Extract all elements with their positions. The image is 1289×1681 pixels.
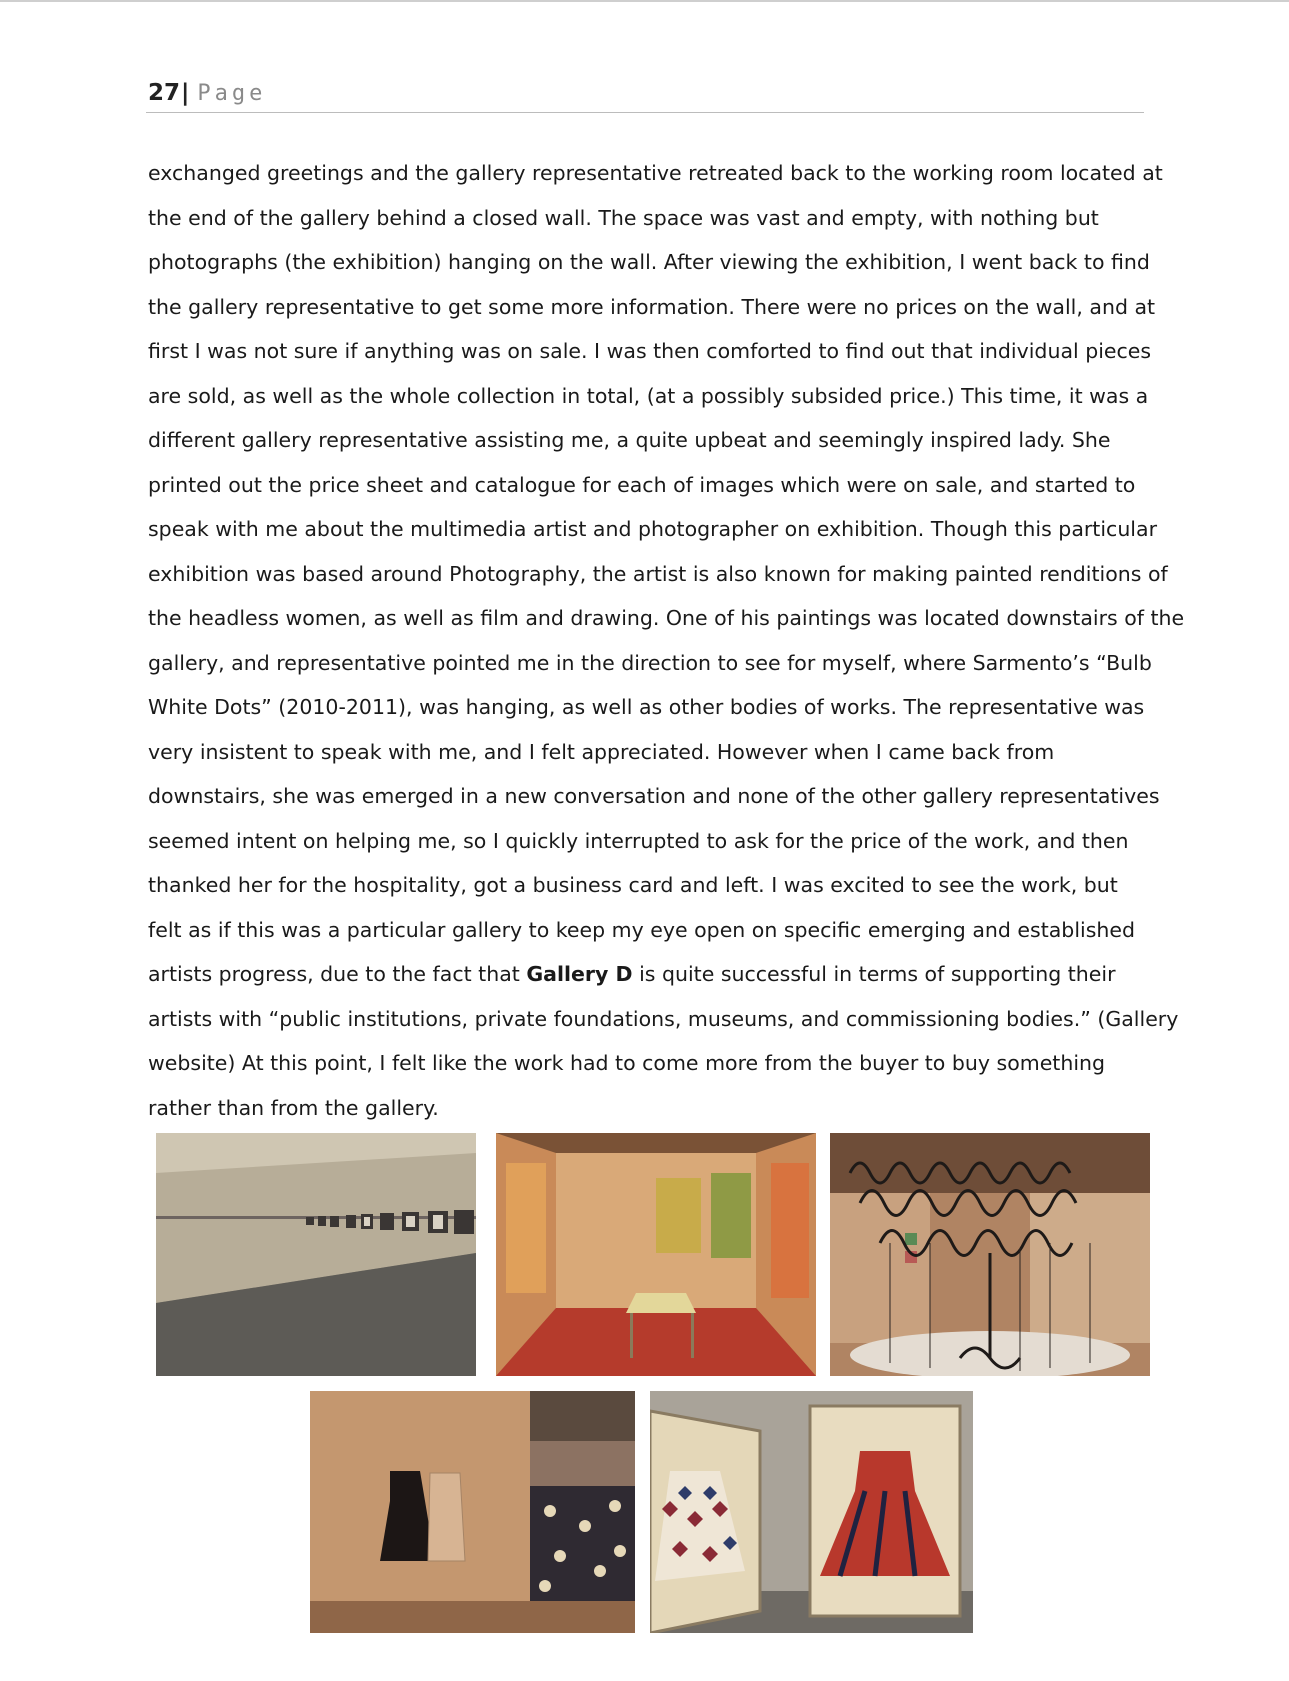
photo-red-room [496, 1133, 816, 1376]
text-line: exchanged greetings and the gallery representative retreated back to the working room located at [148, 161, 1163, 185]
body-paragraph [148, 151, 1185, 1130]
text-line: the gallery representative to get some more information. There were no prices on the wall, and at [148, 294, 1156, 319]
text-line: gallery, and representative pointed me in the direction to see for myself, where Sarmento’s “Bulb [148, 650, 1152, 675]
page-number: 27 [148, 80, 181, 106]
text-line: rather than from the gallery. [148, 1095, 439, 1120]
text-line: printed out the price sheet and catalogue for each of images which were on sale, and started to [148, 472, 1136, 497]
text-line: the headless women, as well as film and drawing. One of his paintings was located downstairs of the [148, 606, 1185, 630]
text-line: first I was not sure if anything was on sale. I was then comforted to find out that individual pieces [148, 339, 1152, 363]
header-separator: | [181, 80, 190, 106]
text-line: photographs (the exhibition) hanging on the wall. After viewing the exhibition, I went back to find [148, 250, 1150, 274]
text-line: felt as if this was a particular gallery to keep my eye open on specific emerging and established [148, 917, 1136, 942]
text-line: very insistent to speak with me, and I felt appreciated. However when I came back from [148, 739, 1055, 764]
gallery-name: Gallery D [526, 962, 633, 986]
photo-dress-drawing [310, 1391, 635, 1633]
text-line: exhibition was based around Photography, the artist is also known for making painted renditions of [148, 561, 1168, 586]
text-line: seemed intent on helping me, so I quickly interrupted to ask for the price of the work, and then [148, 828, 1129, 853]
text-line: White Dots” (2010-2011), was hanging, as well as other bodies of works. The representative was [148, 695, 1145, 719]
text-segment: is quite successful in terms of supporting their [632, 962, 1116, 986]
photo-gallery-wall [156, 1133, 476, 1376]
text-line: the end of the gallery behind a closed wall. The space was vast and empty, with nothing but [148, 205, 1099, 230]
text-segment: artists progress, due to the fact that [148, 962, 527, 986]
photo-wire-sculpture [830, 1133, 1150, 1376]
text-line: artists with “public institutions, private foundations, museums, and commissioning bodies.” (Gallery [148, 1006, 1179, 1031]
text-line: are sold, as well as the whole collection in total, (at a possibly subsided price.) This time, it was a [148, 383, 1149, 408]
text-line: different gallery representative assisting me, a quite upbeat and seemingly inspired lady. She [148, 428, 1111, 452]
text-line: downstairs, she was emerged in a new conversation and none of the other gallery representatives [148, 784, 1160, 808]
page-label: Page [197, 81, 267, 106]
top-border [0, 0, 1289, 2]
header-rule [146, 112, 1144, 113]
page-header [148, 80, 266, 106]
text-line: speak with me about the multimedia artist and photographer on exhibition. Though this particular [148, 517, 1157, 541]
photo-dress-paintings [650, 1391, 973, 1633]
text-line: thanked her for the hospitality, got a business card and left. I was excited to see the work, but [148, 873, 1118, 897]
text-line [148, 952, 1158, 997]
text-line: website) At this point, I felt like the work had to come more from the buyer to buy something [148, 1051, 1106, 1075]
